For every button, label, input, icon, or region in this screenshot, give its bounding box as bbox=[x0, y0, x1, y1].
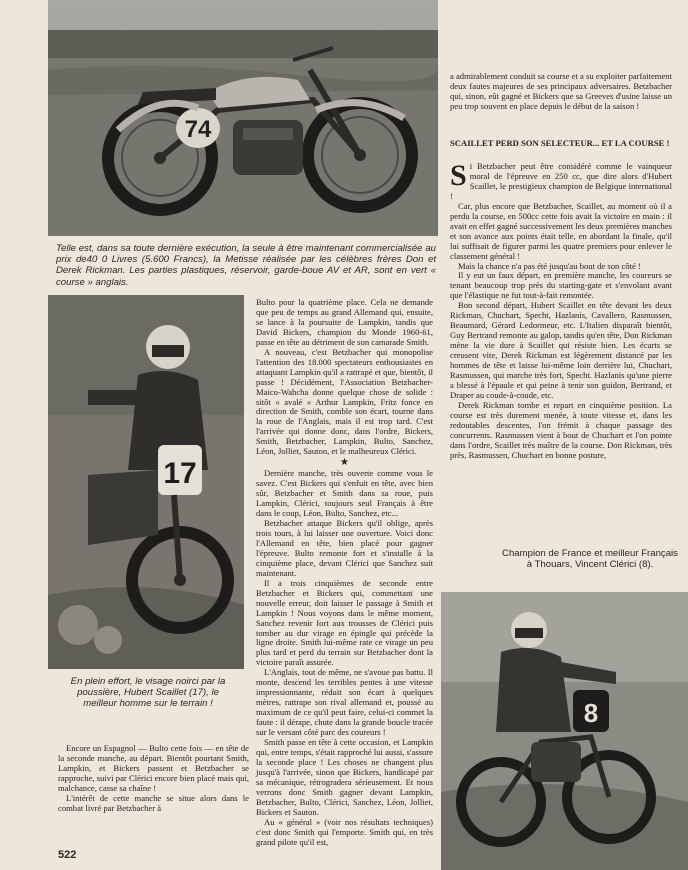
middle-paragraph: Bulto pour la quatrième place. Cela ne demande que peu de temps au grand Allemand qui, ensuite, se lance à la poursuite de Lampkin, tandis que David Bickers, champion du Monde 1960-61, passe en tête au détriment de son camarade Smith. bbox=[256, 297, 433, 347]
left-paragraph: L'intérêt de cette manche se situe alors dans le combat livré par Betzbacher à bbox=[58, 792, 249, 813]
section-separator-star: ★ bbox=[340, 457, 349, 469]
right-paragraph: Derek Rickman tombe et repart en cinquième position. La course est très durement menée, à toute vitesse et, dans les redoutables descentes, l'on frémit à chaque passage des concurrents. Rasmussen vient à bout de Chuchart et l'on pointe dans l'ordre, Scaillet très maître de la course. Don Rickman, très près, Rasmussen, Chuchart en bonne posture, bbox=[450, 399, 672, 460]
right-paragraph: Car, plus encore que Betzbacher, Scaillet, au moment où il a perdu la course, en 500cc cette fois avait la victoire en main : il avait en effet gagné successivement les deux premières manches et son avance aux points était telle, en abordant la finale, qu'il lui suffisait de figurer parmi les quatre premiers pour enlever le classement général ! bbox=[450, 200, 672, 261]
top-photo-race-number: 74 bbox=[184, 116, 212, 143]
middle-paragraph: Dernière manche, très ouverte comme vous le savez. C'est Bickers qui s'enfuit en tête, avec bien sûr, Betzbacher et Smith dans sa roue, puis Lampkin, Clérici, toujours seul Français à être dans le coup, Léon, Bulto, Sanchez, etc... bbox=[256, 468, 433, 519]
middle-paragraph: L'Anglais, tout de même, ne s'avoue pas battu. Il monte, descend les terribles pentes à une vitesse impressionnante, réduit son écart à quelques mètres, rattrape son rival allemand et, poussé au maximum de ce qu'il peut faire, celui-ci commet la faute : il dérape, chute dans la grande boucle tracée sur le versant côté parc des coureurs ! bbox=[256, 667, 433, 738]
left-paragraph: Encore un Espagnol — Bulto cette fois — en tête de la seconde manche, au départ. Bientôt pourtant Smith, Lampkin, et Bickers passent et Betzbacher se rapproche, suivi par Clérici encore bien placé mais qui, malchance, casse sa chaîne ! bbox=[58, 743, 249, 793]
right-paragraph-dropcap bbox=[450, 159, 672, 202]
right-photo-caption bbox=[500, 548, 680, 570]
middle-paragraph: Betzbacher attaque Bickers qu'il oblige, après trois tours, à lui laisser une ouverture. Voici donc l'Allemand en tête, bien placé pour gagner l'épreuve. Bulto remonte fort et s'installe à la cinquième place, devant Clérici que Sanchez suit maintenant. bbox=[256, 518, 433, 578]
middle-paragraph: Au « général » (voir nos résultats techniques) c'est donc Smith qui l'emporte. Smith qui, en très grand pilote qu'il est, bbox=[256, 816, 433, 847]
top-photo-metisse-motorcycle bbox=[48, 0, 438, 236]
right-intro-paragraph: a admirablement conduit sa course et a su exploiter parfaitement deux fautes majeures de ses principaux adversaires. Betzbacher qui, sinon, eût gagné et Bickers que sa Greeves d'usine laisse un peu trop souvent en place depuis le début de la saison ! bbox=[450, 71, 672, 111]
middle-paragraph: A nouveau, c'est Betzbacher qui monopolise l'attention des 18.000 spectateurs enthousiastes en attaquant Lampkin qu'il a rattrapé et que, bientôt, il passe ! Décidément, l'Association Betzbacher-Maico-Wahcha donne quelque chose de solide : sitôt « avalé » Arthur Lampkin, Fritz fonce en direction de Smith, comble son écart, tourne dans la roue de l'Anglais, mais il est trop tard. C'est l'arrivée qui donne donc, dans l'ordre, Bickers, Smith, Betzbacher, Lampkin, Bulto, Sanchez, Léon, Jolliet, Sauton, et le malheureux Clérici. bbox=[256, 346, 433, 457]
right-photo-race-number: 8 bbox=[583, 698, 599, 728]
left-photo-caption-text: En plein effort, le visage noirci par la poussière, Hubert Scaillet (17), le meilleur homme sur le terrain ! bbox=[70, 676, 226, 710]
right-photo-clerici-riding bbox=[441, 592, 688, 870]
middle-paragraph: Smith passe en tête à cette occasion, et Lampkin qui, entre temps, s'était rapproché lui aussi, s'assure la seconde place ! Les choses ne changent plus jusqu'à l'arrivée, sinon que Bickers, handicapé par sa mécanique, rétrogradera sérieusement. Et nous verrons donc Smith gagner devant Lampkin, Betzbacher, Bulto, Clérici, Sanchez, Léon, Jolliet, Bickers et Sauton. bbox=[256, 736, 433, 817]
section-heading-scaillet: SCAILLET PERD SON SELECTEUR... ET LA COURSE ! bbox=[450, 138, 670, 148]
middle-text-column bbox=[256, 298, 433, 847]
drop-cap-letter: S bbox=[450, 159, 467, 192]
top-photo-caption-text: Telle est, dans sa toute dernière exécution, la seule à être maintenant commercialisée au prix de40 0 Livres (5.600 Francs), la Metisse réalisée par les célèbres frères Don et Derek Rickman. Les parties plastiques, réservoir, garde-boue AV et AR, sont en vert « course » anglais. bbox=[56, 243, 436, 288]
right-text-column-body bbox=[450, 159, 672, 461]
left-text-column bbox=[58, 744, 249, 814]
top-photo-caption bbox=[56, 243, 436, 288]
right-paragraph: Bon second départ, Hubert Scaillet en tête devant les deux Rickman, Chuchart, Specht, Hazlanis, Cavallero, Rasmussen, Beaumard, Gérard Ledormeur, etc. L'Italien disparaît bientôt, Guy Bertrand remonte au galop, tandis qu'en tête, Don Rickman mène la vie dure à Scaillet qui résiste bien. Les écarts se creusent vite, Derek Rickman est légèrement distancé par les hommes de tête et laisse lui-même loin derrière lui, Chuchart, Rasmussen, qui marche très fort, Specht. Hazlanis qu'une pierre a blessé à l'épaule et qui peine à tenir son guidon, Bertrand, et Draper au coude-à-coude, etc. bbox=[450, 300, 672, 400]
middle-paragraph: Il a trois cinquièmes de seconde entre Betzbacher et Bickers qui, commettant une nouvelle erreur, doit laisser le passage à Smith et Lampkin ! Nous voyons dans le même moment, Sanchez revenir fort aux trousses de Clérici puis tomber au dur virage en épingle qui précède la ligne droite. Smith lui-même rate ce virage un peu plus tard et perd du terrain sur Betzbacher dont la victoire paraît assurée. bbox=[256, 577, 433, 668]
right-paragraph: Il y eut un faux départ, en première manche, les coureurs se tenant beaucoup trop près du starting-gate et s'envolant avant que l'élastique ne fut tout-à-fait remontée. bbox=[450, 270, 672, 301]
page-number: 522 bbox=[58, 849, 77, 861]
right-photo-caption-text: Champion de France et meilleur Français à Thouars, Vincent Clérici (8). bbox=[502, 548, 678, 571]
right-text-column bbox=[450, 72, 672, 112]
right-paragraph: Mais la chance n'a pas été jusqu'au bout de son côté ! bbox=[458, 260, 641, 271]
left-photo-race-number: 17 bbox=[163, 457, 197, 490]
right-paragraph-text: i Betzbacher peut être considéré comme le vainqueur moral de l'épreuve en 250 cc, que dire alors d'Hubert Scaillet, le prestigieux champion de Belgique international ! bbox=[450, 161, 672, 201]
left-photo-caption bbox=[64, 676, 232, 710]
left-photo-scaillet-riding bbox=[48, 295, 244, 669]
